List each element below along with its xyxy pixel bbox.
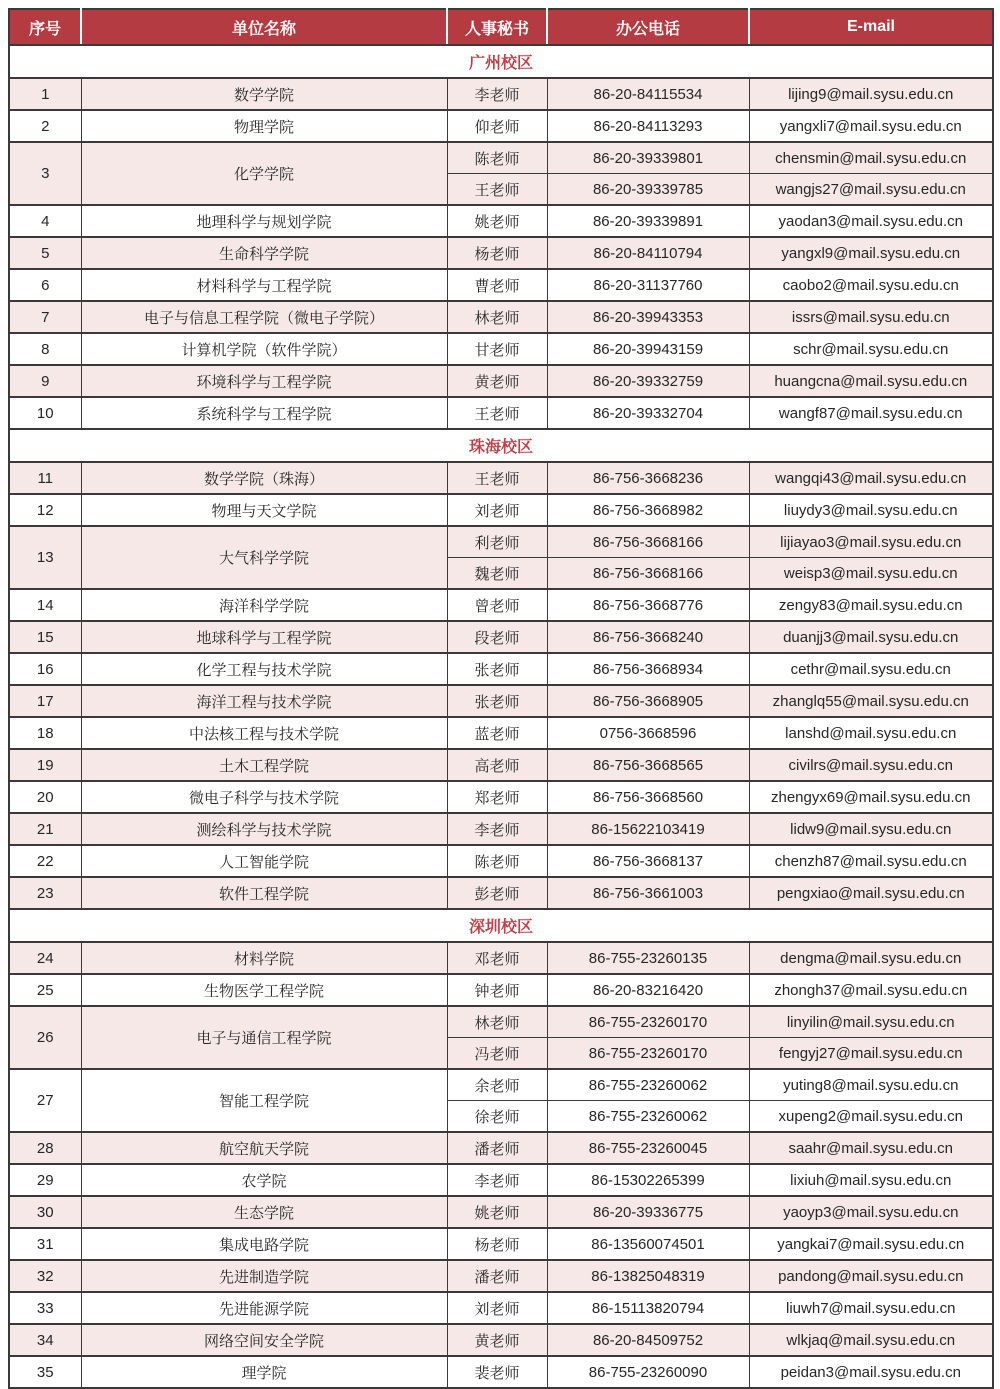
row-number-cell: 11 (9, 462, 81, 494)
email-cell: lijing9@mail.sysu.edu.cn (749, 78, 993, 110)
unit-name-cell: 生态学院 (81, 1196, 447, 1228)
office-phone-cell: 86-20-39332759 (547, 365, 749, 397)
row-number-cell: 27 (9, 1069, 81, 1132)
table-header (9, 9, 993, 45)
office-phone-cell: 86-756-3668776 (547, 589, 749, 621)
office-phone-cell: 86-20-39339785 (547, 174, 749, 206)
office-phone-cell: 86-756-3661003 (547, 877, 749, 909)
email-cell: zhanglq55@mail.sysu.edu.cn (749, 685, 993, 717)
email-cell: huangcna@mail.sysu.edu.cn (749, 365, 993, 397)
row-number-cell: 29 (9, 1164, 81, 1196)
office-phone-cell: 86-20-84113293 (547, 110, 749, 142)
unit-name-cell: 计算机学院（软件学院） (81, 333, 447, 365)
hr-secretary-cell: 徐老师 (447, 1101, 547, 1133)
table-row (9, 621, 993, 653)
email-cell: pandong@mail.sysu.edu.cn (749, 1260, 993, 1292)
table-row (9, 845, 993, 877)
email-cell: wangf87@mail.sysu.edu.cn (749, 397, 993, 429)
office-phone-cell: 86-20-39336775 (547, 1196, 749, 1228)
office-phone-cell: 86-20-84110794 (547, 237, 749, 269)
office-phone-cell: 86-756-3668560 (547, 781, 749, 813)
office-phone-cell: 86-756-3668934 (547, 653, 749, 685)
unit-name-cell: 中法核工程与技术学院 (81, 717, 447, 749)
hr-secretary-cell: 黄老师 (447, 1324, 547, 1356)
office-phone-cell: 86-20-84115534 (547, 78, 749, 110)
office-phone-cell: 86-15302265399 (547, 1164, 749, 1196)
email-cell: zengy83@mail.sysu.edu.cn (749, 589, 993, 621)
office-phone-cell: 86-756-3668982 (547, 494, 749, 526)
hr-secretary-cell: 冯老师 (447, 1038, 547, 1070)
hr-secretary-cell: 甘老师 (447, 333, 547, 365)
row-number-cell: 16 (9, 653, 81, 685)
unit-name-cell: 化学学院 (81, 142, 447, 205)
campus-section-row (9, 45, 993, 78)
hr-secretary-cell: 高老师 (447, 749, 547, 781)
row-number-cell: 6 (9, 269, 81, 301)
unit-name-cell: 网络空间安全学院 (81, 1324, 447, 1356)
table-row (9, 749, 993, 781)
email-cell: chenzh87@mail.sysu.edu.cn (749, 845, 993, 877)
hr-secretary-cell: 仰老师 (447, 110, 547, 142)
office-phone-cell: 86-756-3668565 (547, 749, 749, 781)
office-phone-cell: 86-15622103419 (547, 813, 749, 845)
hr-secretary-cell: 张老师 (447, 653, 547, 685)
table-row (9, 1164, 993, 1196)
table-row (9, 1324, 993, 1356)
row-number-cell: 1 (9, 78, 81, 110)
unit-name-cell: 微电子科学与技术学院 (81, 781, 447, 813)
table-row (9, 365, 993, 397)
office-phone-cell: 86-20-31137760 (547, 269, 749, 301)
unit-name-cell: 航空航天学院 (81, 1132, 447, 1164)
row-number-cell: 8 (9, 333, 81, 365)
office-phone-cell: 86-755-23260135 (547, 942, 749, 974)
email-cell: zhengyx69@mail.sysu.edu.cn (749, 781, 993, 813)
table-row (9, 685, 993, 717)
email-cell: liuydy3@mail.sysu.edu.cn (749, 494, 993, 526)
hr-secretary-cell: 彭老师 (447, 877, 547, 909)
table-row (9, 110, 993, 142)
hr-secretary-cell: 张老师 (447, 685, 547, 717)
column-header-hr-secretary: 人事秘书 (447, 9, 547, 45)
hr-secretary-cell: 潘老师 (447, 1260, 547, 1292)
office-phone-cell: 86-755-23260170 (547, 1038, 749, 1070)
column-header-email: E-mail (749, 9, 993, 45)
table-row (9, 269, 993, 301)
row-number-cell: 32 (9, 1260, 81, 1292)
table-row (9, 301, 993, 333)
hr-secretary-cell: 黄老师 (447, 365, 547, 397)
email-cell: cethr@mail.sysu.edu.cn (749, 653, 993, 685)
email-cell: zhongh37@mail.sysu.edu.cn (749, 974, 993, 1006)
email-cell: lidw9@mail.sysu.edu.cn (749, 813, 993, 845)
email-cell: lijiayao3@mail.sysu.edu.cn (749, 526, 993, 558)
office-phone-cell: 86-20-83216420 (547, 974, 749, 1006)
office-phone-cell: 86-756-3668166 (547, 558, 749, 590)
unit-name-cell: 材料科学与工程学院 (81, 269, 447, 301)
office-phone-cell: 86-756-3668166 (547, 526, 749, 558)
campus-section-label: 广州校区 (9, 45, 993, 78)
unit-name-cell: 先进制造学院 (81, 1260, 447, 1292)
table-row (9, 653, 993, 685)
hr-secretary-cell: 刘老师 (447, 1292, 547, 1324)
office-phone-cell: 0756-3668596 (547, 717, 749, 749)
email-cell: weisp3@mail.sysu.edu.cn (749, 558, 993, 590)
office-phone-cell: 86-20-39943353 (547, 301, 749, 333)
table-row (9, 1132, 993, 1164)
hr-secretary-contact-table (8, 8, 994, 1389)
unit-name-cell: 地球科学与工程学院 (81, 621, 447, 653)
row-number-cell: 26 (9, 1006, 81, 1069)
office-phone-cell: 86-13560074501 (547, 1228, 749, 1260)
table-row (9, 589, 993, 621)
campus-section-row (9, 429, 993, 462)
unit-name-cell: 软件工程学院 (81, 877, 447, 909)
row-number-cell: 14 (9, 589, 81, 621)
email-cell: liuwh7@mail.sysu.edu.cn (749, 1292, 993, 1324)
office-phone-cell: 86-756-3668240 (547, 621, 749, 653)
campus-section-label: 珠海校区 (9, 429, 993, 462)
row-number-cell: 20 (9, 781, 81, 813)
email-cell: yaoyp3@mail.sysu.edu.cn (749, 1196, 993, 1228)
unit-name-cell: 理学院 (81, 1356, 447, 1388)
email-cell: issrs@mail.sysu.edu.cn (749, 301, 993, 333)
hr-secretary-cell: 陈老师 (447, 845, 547, 877)
row-number-cell: 35 (9, 1356, 81, 1388)
table-row (9, 1228, 993, 1260)
row-number-cell: 30 (9, 1196, 81, 1228)
hr-secretary-cell: 刘老师 (447, 494, 547, 526)
row-number-cell: 7 (9, 301, 81, 333)
email-cell: wangjs27@mail.sysu.edu.cn (749, 174, 993, 206)
hr-secretary-cell: 蓝老师 (447, 717, 547, 749)
office-phone-cell: 86-20-39943159 (547, 333, 749, 365)
email-cell: yangkai7@mail.sysu.edu.cn (749, 1228, 993, 1260)
unit-name-cell: 大气科学学院 (81, 526, 447, 589)
hr-secretary-cell: 陈老师 (447, 142, 547, 174)
unit-name-cell: 环境科学与工程学院 (81, 365, 447, 397)
table-row (9, 1069, 993, 1101)
row-number-cell: 2 (9, 110, 81, 142)
email-cell: wangqi43@mail.sysu.edu.cn (749, 462, 993, 494)
email-cell: saahr@mail.sysu.edu.cn (749, 1132, 993, 1164)
email-cell: yangxl9@mail.sysu.edu.cn (749, 237, 993, 269)
column-header-index: 序号 (9, 9, 81, 45)
unit-name-cell: 材料学院 (81, 942, 447, 974)
hr-secretary-cell: 李老师 (447, 1164, 547, 1196)
row-number-cell: 5 (9, 237, 81, 269)
email-cell: wlkjaq@mail.sysu.edu.cn (749, 1324, 993, 1356)
unit-name-cell: 数学学院（珠海） (81, 462, 447, 494)
office-phone-cell: 86-756-3668137 (547, 845, 749, 877)
email-cell: linyilin@mail.sysu.edu.cn (749, 1006, 993, 1038)
row-number-cell: 22 (9, 845, 81, 877)
unit-name-cell: 数学学院 (81, 78, 447, 110)
hr-secretary-cell: 钟老师 (447, 974, 547, 1006)
hr-secretary-cell: 潘老师 (447, 1132, 547, 1164)
column-header-office-phone: 办公电话 (547, 9, 749, 45)
office-phone-cell: 86-756-3668905 (547, 685, 749, 717)
unit-name-cell: 物理学院 (81, 110, 447, 142)
table-row (9, 717, 993, 749)
email-cell: lanshd@mail.sysu.edu.cn (749, 717, 993, 749)
hr-secretary-cell: 林老师 (447, 301, 547, 333)
email-cell: schr@mail.sysu.edu.cn (749, 333, 993, 365)
email-cell: caobo2@mail.sysu.edu.cn (749, 269, 993, 301)
row-number-cell: 23 (9, 877, 81, 909)
row-number-cell: 31 (9, 1228, 81, 1260)
table-row (9, 1292, 993, 1324)
row-number-cell: 13 (9, 526, 81, 589)
email-cell: pengxiao@mail.sysu.edu.cn (749, 877, 993, 909)
hr-secretary-cell: 李老师 (447, 78, 547, 110)
hr-secretary-cell: 李老师 (447, 813, 547, 845)
unit-name-cell: 农学院 (81, 1164, 447, 1196)
email-cell: yuting8@mail.sysu.edu.cn (749, 1069, 993, 1101)
hr-secretary-cell: 魏老师 (447, 558, 547, 590)
unit-name-cell: 海洋工程与技术学院 (81, 685, 447, 717)
table-row (9, 877, 993, 909)
office-phone-cell: 86-755-23260090 (547, 1356, 749, 1388)
unit-name-cell: 先进能源学院 (81, 1292, 447, 1324)
row-number-cell: 10 (9, 397, 81, 429)
unit-name-cell: 海洋科学学院 (81, 589, 447, 621)
table-row (9, 237, 993, 269)
table-row (9, 462, 993, 494)
table-row (9, 974, 993, 1006)
hr-secretary-cell: 段老师 (447, 621, 547, 653)
office-phone-cell: 86-13825048319 (547, 1260, 749, 1292)
table-row (9, 813, 993, 845)
hr-secretary-cell: 林老师 (447, 1006, 547, 1038)
hr-secretary-cell: 姚老师 (447, 1196, 547, 1228)
row-number-cell: 12 (9, 494, 81, 526)
hr-secretary-cell: 曾老师 (447, 589, 547, 621)
unit-name-cell: 生物医学工程学院 (81, 974, 447, 1006)
header-row (9, 9, 993, 45)
unit-name-cell: 智能工程学院 (81, 1069, 447, 1132)
email-cell: peidan3@mail.sysu.edu.cn (749, 1356, 993, 1388)
office-phone-cell: 86-20-84509752 (547, 1324, 749, 1356)
row-number-cell: 15 (9, 621, 81, 653)
unit-name-cell: 地理科学与规划学院 (81, 205, 447, 237)
email-cell: fengyj27@mail.sysu.edu.cn (749, 1038, 993, 1070)
column-header-unit-name: 单位名称 (81, 9, 447, 45)
hr-secretary-cell: 郑老师 (447, 781, 547, 813)
row-number-cell: 21 (9, 813, 81, 845)
table-row (9, 78, 993, 110)
office-phone-cell: 86-755-23260170 (547, 1006, 749, 1038)
hr-secretary-cell: 姚老师 (447, 205, 547, 237)
hr-secretary-cell: 王老师 (447, 174, 547, 206)
table-row (9, 526, 993, 558)
table-row (9, 333, 993, 365)
email-cell: civilrs@mail.sysu.edu.cn (749, 749, 993, 781)
row-number-cell: 3 (9, 142, 81, 205)
unit-name-cell: 电子与信息工程学院（微电子学院） (81, 301, 447, 333)
hr-secretary-cell: 裴老师 (447, 1356, 547, 1388)
office-phone-cell: 86-755-23260045 (547, 1132, 749, 1164)
unit-name-cell: 土木工程学院 (81, 749, 447, 781)
unit-name-cell: 集成电路学院 (81, 1228, 447, 1260)
email-cell: duanjj3@mail.sysu.edu.cn (749, 621, 993, 653)
table-row (9, 1006, 993, 1038)
table-row (9, 1356, 993, 1388)
email-cell: dengma@mail.sysu.edu.cn (749, 942, 993, 974)
row-number-cell: 34 (9, 1324, 81, 1356)
office-phone-cell: 86-755-23260062 (547, 1101, 749, 1133)
row-number-cell: 25 (9, 974, 81, 1006)
table-row (9, 1260, 993, 1292)
hr-secretary-cell: 邓老师 (447, 942, 547, 974)
office-phone-cell: 86-20-39332704 (547, 397, 749, 429)
unit-name-cell: 系统科学与工程学院 (81, 397, 447, 429)
table-row (9, 397, 993, 429)
row-number-cell: 19 (9, 749, 81, 781)
row-number-cell: 28 (9, 1132, 81, 1164)
table-row (9, 781, 993, 813)
unit-name-cell: 生命科学学院 (81, 237, 447, 269)
office-phone-cell: 86-20-39339891 (547, 205, 749, 237)
unit-name-cell: 化学工程与技术学院 (81, 653, 447, 685)
office-phone-cell: 86-756-3668236 (547, 462, 749, 494)
unit-name-cell: 电子与通信工程学院 (81, 1006, 447, 1069)
row-number-cell: 17 (9, 685, 81, 717)
table-row (9, 1196, 993, 1228)
hr-secretary-cell: 余老师 (447, 1069, 547, 1101)
campus-section-row (9, 909, 993, 942)
hr-secretary-cell: 王老师 (447, 462, 547, 494)
office-phone-cell: 86-15113820794 (547, 1292, 749, 1324)
email-cell: yangxli7@mail.sysu.edu.cn (749, 110, 993, 142)
hr-secretary-cell: 杨老师 (447, 1228, 547, 1260)
email-cell: chensmin@mail.sysu.edu.cn (749, 142, 993, 174)
unit-name-cell: 人工智能学院 (81, 845, 447, 877)
table-row (9, 205, 993, 237)
email-cell: xupeng2@mail.sysu.edu.cn (749, 1101, 993, 1133)
table-body (9, 45, 993, 1388)
row-number-cell: 18 (9, 717, 81, 749)
campus-section-label: 深圳校区 (9, 909, 993, 942)
row-number-cell: 9 (9, 365, 81, 397)
unit-name-cell: 测绘科学与技术学院 (81, 813, 447, 845)
hr-secretary-cell: 曹老师 (447, 269, 547, 301)
office-phone-cell: 86-20-39339801 (547, 142, 749, 174)
email-cell: lixiuh@mail.sysu.edu.cn (749, 1164, 993, 1196)
row-number-cell: 33 (9, 1292, 81, 1324)
row-number-cell: 24 (9, 942, 81, 974)
table-row (9, 494, 993, 526)
hr-secretary-cell: 王老师 (447, 397, 547, 429)
hr-secretary-cell: 利老师 (447, 526, 547, 558)
unit-name-cell: 物理与天文学院 (81, 494, 447, 526)
hr-secretary-cell: 杨老师 (447, 237, 547, 269)
office-phone-cell: 86-755-23260062 (547, 1069, 749, 1101)
table-row (9, 142, 993, 174)
row-number-cell: 4 (9, 205, 81, 237)
email-cell: yaodan3@mail.sysu.edu.cn (749, 205, 993, 237)
table-row (9, 942, 993, 974)
